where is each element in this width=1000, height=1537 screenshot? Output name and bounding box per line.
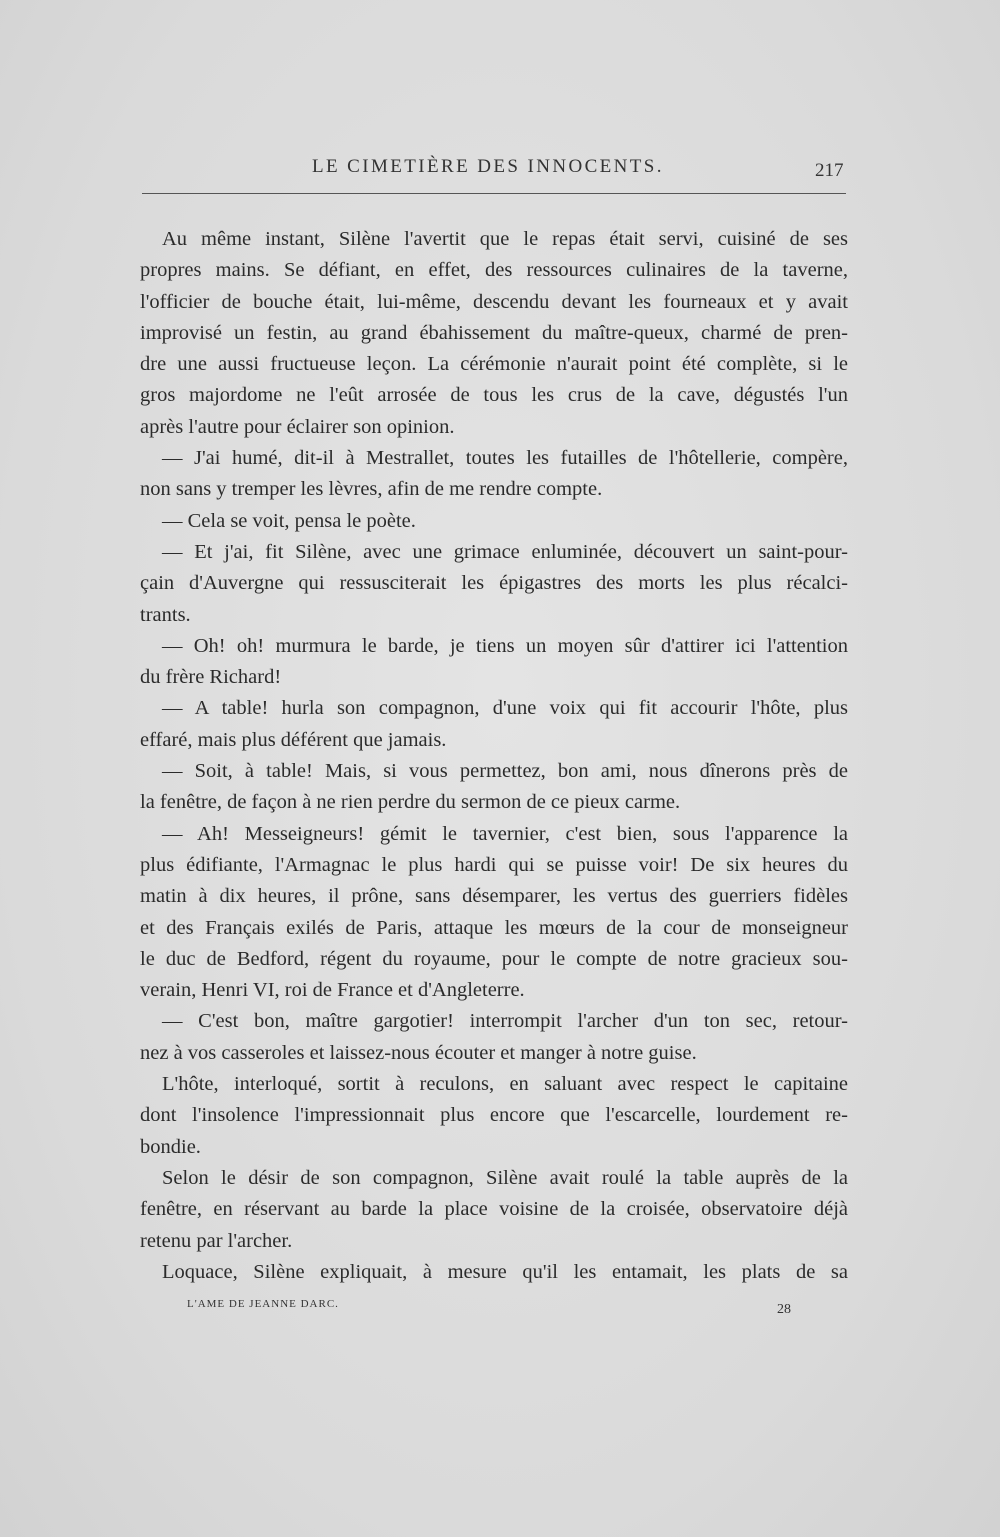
text-line: dont l'insolence l'impressionnait plus encore que l'escarcelle, lourdement re- xyxy=(140,1104,848,1127)
text-line: du frère Richard! xyxy=(140,666,282,689)
text-line: — A table! hurla son compagnon, d'une voix qui fit accourir l'hôte, plus xyxy=(162,697,848,720)
page-number: 217 xyxy=(815,160,844,181)
text-line: — Ah! Messeigneurs! gémit le tavernier, c'est bien, sous l'apparence la xyxy=(162,822,848,845)
text-line: çain d'Auvergne qui ressusciterait les épigastres des morts les plus récalci- xyxy=(140,572,848,595)
header-rule xyxy=(142,193,846,194)
text-line: L'hôte, interloqué, sortit à reculons, en saluant avec respect le capitaine xyxy=(162,1073,848,1096)
body-text xyxy=(140,224,848,1288)
text-line: gros majordome ne l'eût arrosée de tous les crus de la cave, dégustés l'un xyxy=(140,384,848,407)
text-line: la fenêtre, de façon à ne rien perdre du sermon de ce pieux carme. xyxy=(140,791,681,814)
sheet-number: 28 xyxy=(777,1302,791,1317)
text-line: — C'est bon, maître gargotier! interrompit l'archer d'un ton sec, retour- xyxy=(162,1010,848,1033)
text-line: Loquace, Silène expliquait, à mesure qu'il les entamait, les plats de sa xyxy=(162,1260,848,1283)
text-line: après l'autre pour éclairer son opinion. xyxy=(140,415,455,438)
text-line: — Cela se voit, pensa le poète. xyxy=(162,509,416,532)
text-line: bondie. xyxy=(140,1135,201,1158)
text-line: effaré, mais plus déférent que jamais. xyxy=(140,728,447,751)
printer-signature: L'AME DE JEANNE DARC. xyxy=(187,1298,339,1310)
text-line: propres mains. Se défiant, en effet, des ressources culinaires de la taverne, xyxy=(140,259,848,282)
text-line: plus édifiante, l'Armagnac le plus hardi qui se puisse voir! De six heures du xyxy=(140,853,848,876)
text-line: retenu par l'archer. xyxy=(140,1229,293,1252)
text-line: non sans y tremper les lèvres, afin de me rendre compte. xyxy=(140,478,603,501)
text-line: — Soit, à table! Mais, si vous permettez, bon ami, nous dînerons près de xyxy=(162,760,848,783)
text-line: nez à vos casseroles et laissez-nous écouter et manger à notre guise. xyxy=(140,1041,697,1064)
text-line: — J'ai humé, dit-il à Mestrallet, toutes les futailles de l'hôtellerie, compère, xyxy=(162,447,848,470)
text-line: improvisé un festin, au grand ébahissement du maître-queux, charmé de pren- xyxy=(140,321,848,344)
text-line: Selon le désir de son compagnon, Silène avait roulé la table auprès de la xyxy=(162,1166,848,1189)
text-line: — Oh! oh! murmura le barde, je tiens un moyen sûr d'attirer ici l'attention xyxy=(162,634,848,657)
text-line: Au même instant, Silène l'avertit que le repas était servi, cuisiné de ses xyxy=(162,228,848,250)
text-line: et des Français exilés de Paris, attaque les mœurs de la cour de monseigneur xyxy=(140,916,848,939)
text-line: le duc de Bedford, régent du royaume, pour le compte de notre gracieux sou- xyxy=(140,947,848,970)
text-line: fenêtre, en réservant au barde la place voisine de la croisée, observatoire déjà xyxy=(140,1198,848,1221)
text-line: — Et j'ai, fit Silène, avec une grimace enluminée, découvert un saint-pour- xyxy=(162,540,848,563)
running-head: LE CIMETIÈRE DES INNOCENTS. xyxy=(312,156,664,177)
text-line: trants. xyxy=(140,603,191,626)
text-line: verain, Henri VI, roi de France et d'Angleterre. xyxy=(140,979,525,1002)
text-line: dre une aussi fructueuse leçon. La cérémonie n'aurait point été complète, si le xyxy=(140,353,848,376)
text-line: matin à dix heures, il prône, sans désemparer, les vertus des guerriers fidèles xyxy=(140,885,848,908)
text-line: l'officier de bouche était, lui-même, descendu devant les fourneaux et y avait xyxy=(140,290,848,313)
